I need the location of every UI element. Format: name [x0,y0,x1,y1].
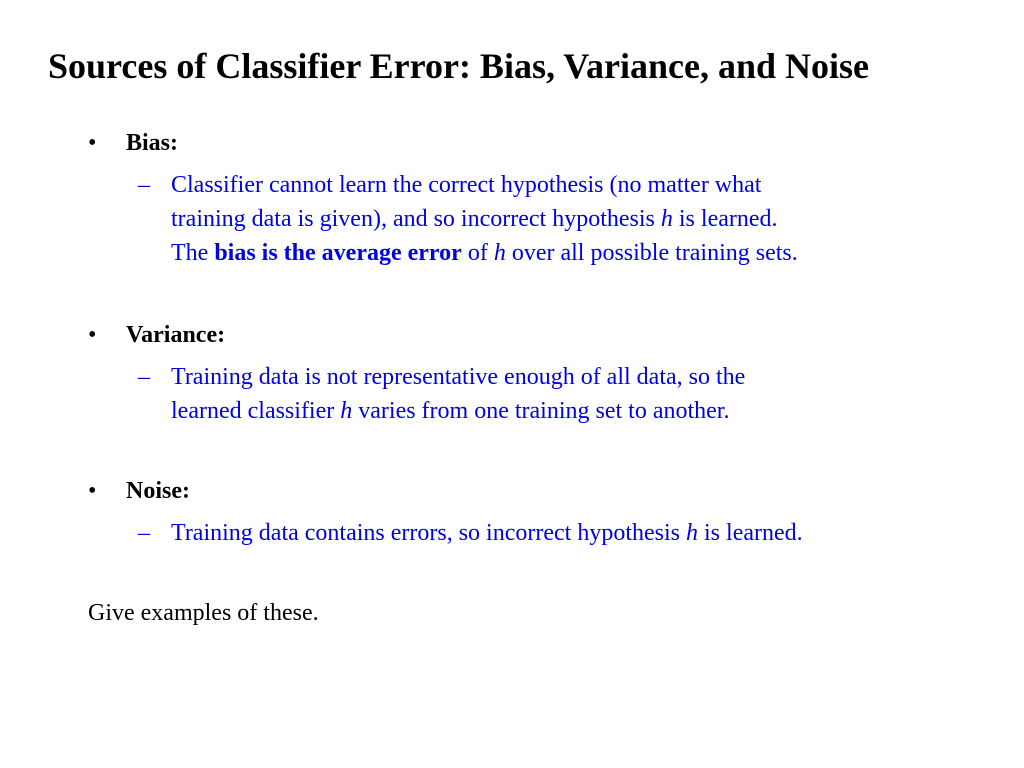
bias-line-2-h: h [660,206,673,232]
variance-line-1: Training data is not representative enough of all data, so the [171,364,746,390]
bias-line-3-a: The [171,240,215,266]
noise-description [171,516,803,550]
variance-line-2 [171,394,745,428]
bias-label: Bias: [126,130,179,156]
noise-label: Noise: [126,478,190,504]
bullet-dot: • [88,478,97,504]
noise-line-1-h: h [686,520,699,546]
footer-prompt: Give examples of these. [88,600,319,626]
bias-line-2 [171,202,798,236]
bias-description [171,168,798,270]
noise-line-1-a: Training data contains errors, so incorrect hypothesis [171,520,687,546]
bullet-dot: • [88,130,97,156]
variance-line-2-b: varies from one training set to another. [352,398,730,424]
sub-dash: – [138,520,150,546]
slide-title: Sources of Classifier Error: Bias, Variance, and Noise [48,46,869,86]
bias-line-3-c: over all possible training sets. [505,240,798,266]
bias-line-2-a: training data is given), and so incorrect hypothesis [171,206,661,232]
variance-label: Variance: [126,322,226,348]
bias-line-3 [171,236,798,270]
sub-dash: – [138,172,150,198]
bullet-dot: • [88,322,97,348]
bias-line-3-b: of [461,240,494,266]
variance-description [171,360,745,428]
bias-definition: bias is the average error [214,240,462,266]
variance-line-2-a: learned classifier [171,398,341,424]
bias-line-2-b: is learned. [672,206,778,232]
bias-line-1: Classifier cannot learn the correct hypothesis (no matter what [171,172,762,198]
sub-dash: – [138,364,150,390]
noise-line-1 [171,516,803,550]
bias-line-3-h: h [493,240,506,266]
variance-line-2-h: h [340,398,353,424]
noise-line-1-b: is learned. [698,520,803,546]
